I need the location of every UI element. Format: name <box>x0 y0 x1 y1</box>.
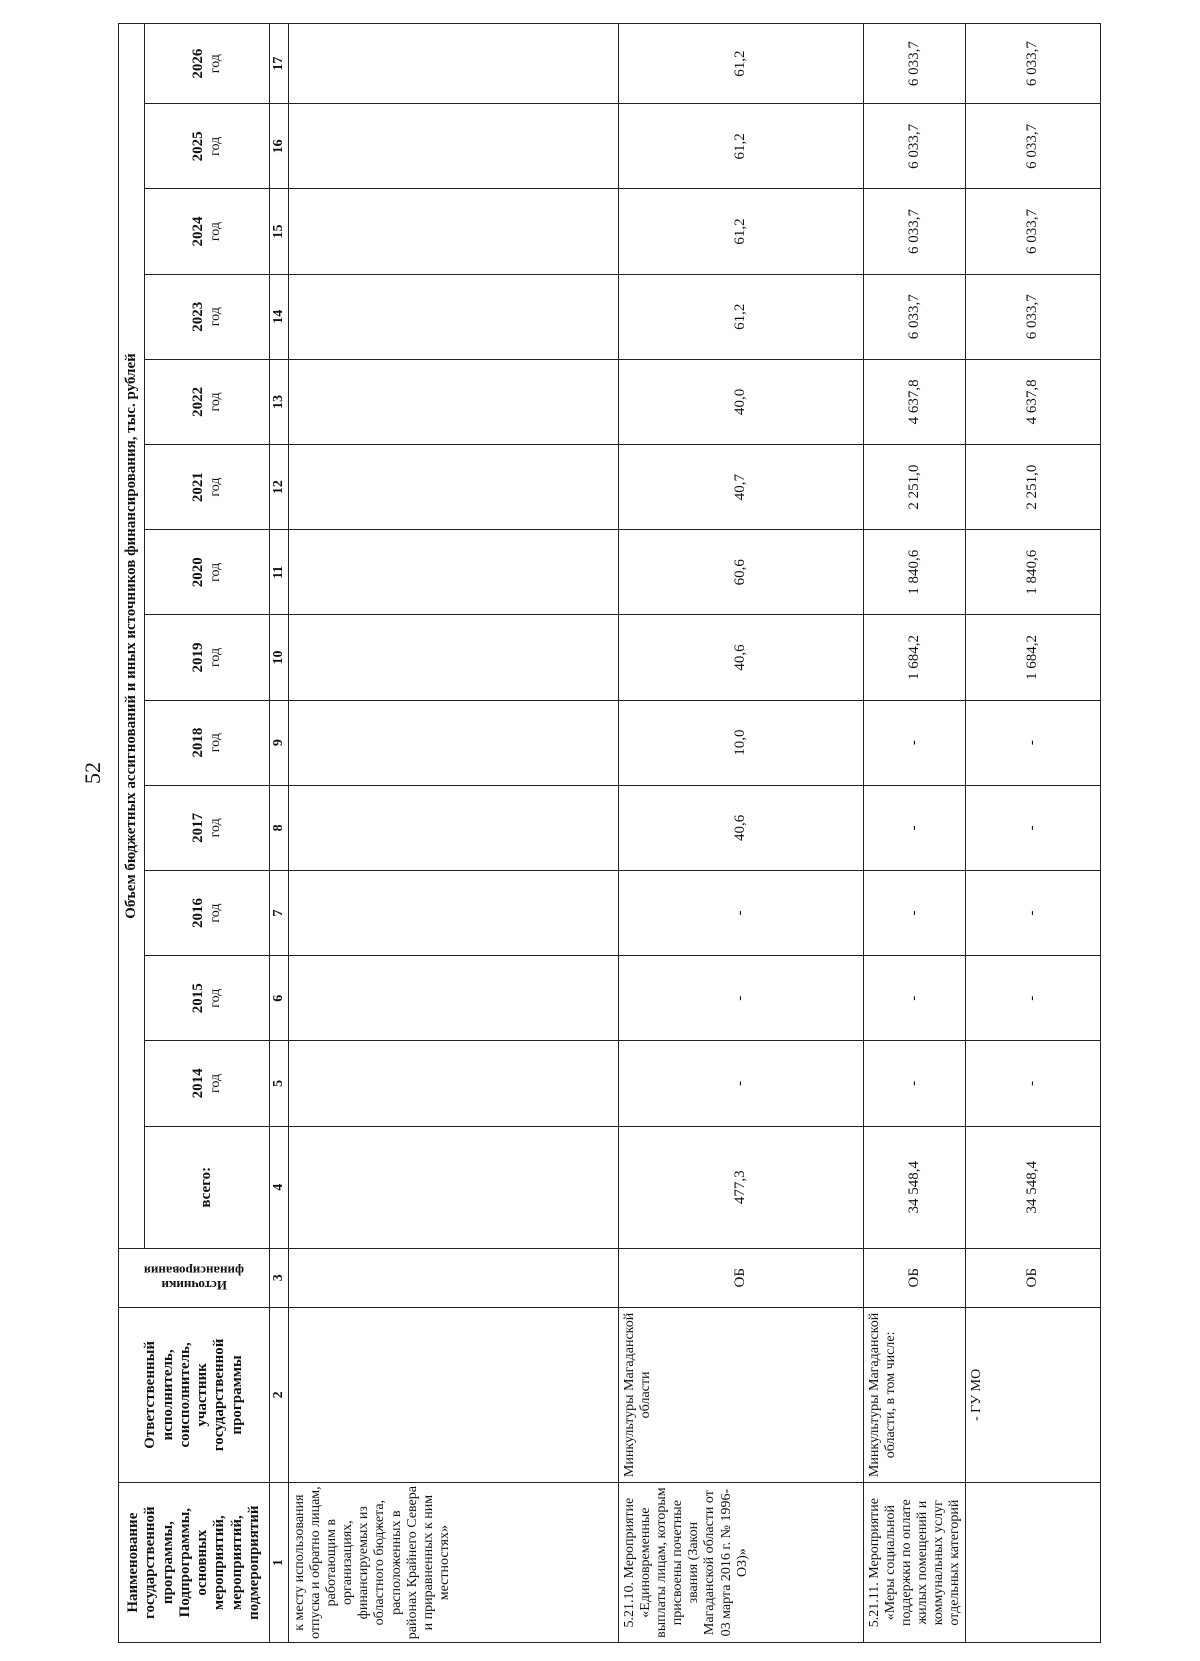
header-year-value: 2024 <box>190 216 207 247</box>
row-value-2014: - <box>619 1041 864 1126</box>
column-numbers-row <box>270 24 289 1643</box>
row-value-2025 <box>289 104 619 189</box>
row-executor: Минкультуры Магаданской области <box>619 1307 864 1483</box>
row-value-2024 <box>289 189 619 274</box>
row-value-2022 <box>289 359 619 444</box>
column-number: 10 <box>270 615 289 700</box>
row-value-2019: 40,6 <box>619 615 864 700</box>
row-value-2020: 1 840,6 <box>965 530 1100 615</box>
header-year-word: год <box>207 1073 223 1093</box>
row-value-2015: - <box>965 956 1100 1041</box>
header-year-word: год <box>207 307 223 327</box>
row-value-2017: - <box>965 785 1100 870</box>
header-year-value: 2019 <box>190 642 207 673</box>
row-value-2018 <box>289 700 619 785</box>
row-total: 34 548,4 <box>864 1126 966 1248</box>
header-year-word: год <box>207 136 223 156</box>
row-value-2022: 4 637,8 <box>965 359 1100 444</box>
row-value-2018: - <box>965 700 1100 785</box>
row-value-2016: - <box>965 870 1100 955</box>
row-value-2020: 1 840,6 <box>864 530 966 615</box>
row-value-2021: 2 251,0 <box>965 445 1100 530</box>
header-year-value: 2026 <box>190 48 207 79</box>
header-year-value: 2015 <box>190 983 207 1014</box>
header-year-2022 <box>145 359 270 444</box>
header-year-2016 <box>145 870 270 955</box>
column-number: 8 <box>270 785 289 870</box>
header-year-word: год <box>207 54 223 74</box>
row-value-2016: - <box>619 870 864 955</box>
header-year-word: год <box>207 221 223 242</box>
column-number: 11 <box>270 530 289 615</box>
row-value-2017: 40,6 <box>619 785 864 870</box>
header-year-word: год <box>207 903 223 923</box>
column-number: 14 <box>270 274 289 359</box>
budget-table <box>118 23 1101 1643</box>
header-executor: Ответственный исполнитель, соисполнитель, участник государственной программы <box>119 1307 270 1483</box>
column-number: 4 <box>270 1126 289 1248</box>
row-value-2023: 6 033,7 <box>864 274 966 359</box>
header-year-value: 2020 <box>190 557 207 588</box>
row-value-2025: 6 033,7 <box>864 104 966 189</box>
column-number: 7 <box>270 870 289 955</box>
header-year-value: 2021 <box>190 472 207 503</box>
row-source: ОБ <box>619 1248 864 1307</box>
row-value-2015: - <box>864 956 966 1041</box>
column-number: 5 <box>270 1041 289 1126</box>
row-source <box>289 1248 619 1307</box>
header-year-2023 <box>145 274 270 359</box>
row-total <box>289 1126 619 1248</box>
row-value-2014 <box>289 1041 619 1126</box>
row-value-2022: 40,0 <box>619 359 864 444</box>
row-value-2022: 4 637,8 <box>864 359 966 444</box>
row-total: 477,3 <box>619 1126 864 1248</box>
header-year-word: год <box>207 818 223 838</box>
row-value-2025: 61,2 <box>619 104 864 189</box>
row-name <box>965 1483 1100 1643</box>
header-year-word: год <box>207 562 223 582</box>
header-year-value: 2014 <box>190 1068 207 1099</box>
row-executor: - ГУ МО <box>965 1307 1100 1483</box>
header-funding-group: Объем бюджетных ассигнований и иных источников финансирования, тыс. рублей <box>119 24 145 1249</box>
header-year-word: год <box>207 733 223 753</box>
budget-table-wrapper <box>118 23 1040 1643</box>
row-value-2020: 60,6 <box>619 530 864 615</box>
header-year-2014 <box>145 1041 270 1126</box>
column-number: 12 <box>270 445 289 530</box>
table-row <box>289 24 619 1643</box>
header-year-value: 2022 <box>190 386 207 417</box>
header-year-word: год <box>207 988 223 1008</box>
row-value-2021: 2 251,0 <box>864 445 966 530</box>
header-year-2024 <box>145 189 270 274</box>
header-year-value: 2017 <box>190 812 207 843</box>
column-number: 16 <box>270 104 289 189</box>
row-value-2019: 1 684,2 <box>864 615 966 700</box>
row-value-2014: - <box>965 1041 1100 1126</box>
row-value-2026 <box>289 24 619 104</box>
row-value-2019 <box>289 615 619 700</box>
row-executor <box>289 1307 619 1483</box>
row-value-2020 <box>289 530 619 615</box>
header-year-value: 2025 <box>190 131 207 162</box>
row-value-2026: 6 033,7 <box>864 24 966 104</box>
row-value-2015: - <box>619 956 864 1041</box>
header-year-value: 2023 <box>190 301 207 332</box>
header-year-2021 <box>145 445 270 530</box>
row-value-2017: - <box>864 785 966 870</box>
column-number: 17 <box>270 24 289 104</box>
row-value-2018: - <box>864 700 966 785</box>
row-value-2026: 6 033,7 <box>965 24 1100 104</box>
header-year-2025 <box>145 104 270 189</box>
row-source: ОБ <box>965 1248 1100 1307</box>
row-value-2024: 6 033,7 <box>965 189 1100 274</box>
row-value-2014: - <box>864 1041 966 1126</box>
header-year-value: 2018 <box>190 727 207 758</box>
row-name: к месту использования отпуска и обратно лицам, работающим в организациях, финансируемых из областного бюджета, расположенных в районах Крайнего Севера и приравненных к ним местностях» <box>289 1483 619 1643</box>
header-year-2019 <box>145 615 270 700</box>
row-name: 5.21.10. Мероприятие «Единовременные выплаты лицам, которым присвоены почетные звания (Закон Магаданской области от 03 марта 2016 г. № 1996-ОЗ)» <box>619 1483 864 1643</box>
header-year-word: год <box>207 392 223 412</box>
header-name: Наименование государственной программы, Подпрограммы, основных мероприятий, мероприятий, подмероприятий <box>119 1483 270 1643</box>
row-name: 5.21.11. Мероприятие «Меры социальной поддержки по оплате жилых помещений и коммунальных услуг отдельных категорий <box>864 1483 966 1643</box>
header-year-word: год <box>207 647 223 668</box>
header-year-2015 <box>145 956 270 1041</box>
header-year-2018 <box>145 700 270 785</box>
column-number: 9 <box>270 700 289 785</box>
row-value-2021 <box>289 445 619 530</box>
column-number: 15 <box>270 189 289 274</box>
row-value-2016 <box>289 870 619 955</box>
page-number: 52 <box>80 762 105 784</box>
header-year-2017 <box>145 785 270 870</box>
header-year-2020 <box>145 530 270 615</box>
column-number: 6 <box>270 956 289 1041</box>
row-executor: Минкультуры Магаданской области, в том числе: <box>864 1307 966 1483</box>
row-value-2019: 1 684,2 <box>965 615 1100 700</box>
header-source <box>119 1248 270 1307</box>
row-value-2023: 61,2 <box>619 274 864 359</box>
row-value-2026: 61,2 <box>619 24 864 104</box>
row-value-2021: 40,7 <box>619 445 864 530</box>
table-body <box>289 24 1101 1643</box>
header-year-value: 2016 <box>190 898 207 929</box>
row-value-2018: 10,0 <box>619 700 864 785</box>
row-value-2015 <box>289 956 619 1041</box>
row-value-2023 <box>289 274 619 359</box>
header-year-2026 <box>145 24 270 104</box>
row-value-2017 <box>289 785 619 870</box>
table-row <box>619 24 864 1643</box>
header-year-word: год <box>207 477 223 497</box>
row-value-2024: 6 033,7 <box>864 189 966 274</box>
header-source-label: Источники финансирования <box>143 1263 245 1294</box>
row-value-2024: 61,2 <box>619 189 864 274</box>
row-value-2016: - <box>864 870 966 955</box>
column-number: 1 <box>270 1483 289 1643</box>
column-number: 3 <box>270 1248 289 1307</box>
row-value-2025: 6 033,7 <box>965 104 1100 189</box>
column-number: 13 <box>270 359 289 444</box>
table-row <box>864 24 966 1643</box>
column-number: 2 <box>270 1307 289 1483</box>
row-value-2023: 6 033,7 <box>965 274 1100 359</box>
row-source: ОБ <box>864 1248 966 1307</box>
table-row <box>965 24 1100 1643</box>
header-total: всего: <box>145 1126 270 1248</box>
row-total: 34 548,4 <box>965 1126 1100 1248</box>
